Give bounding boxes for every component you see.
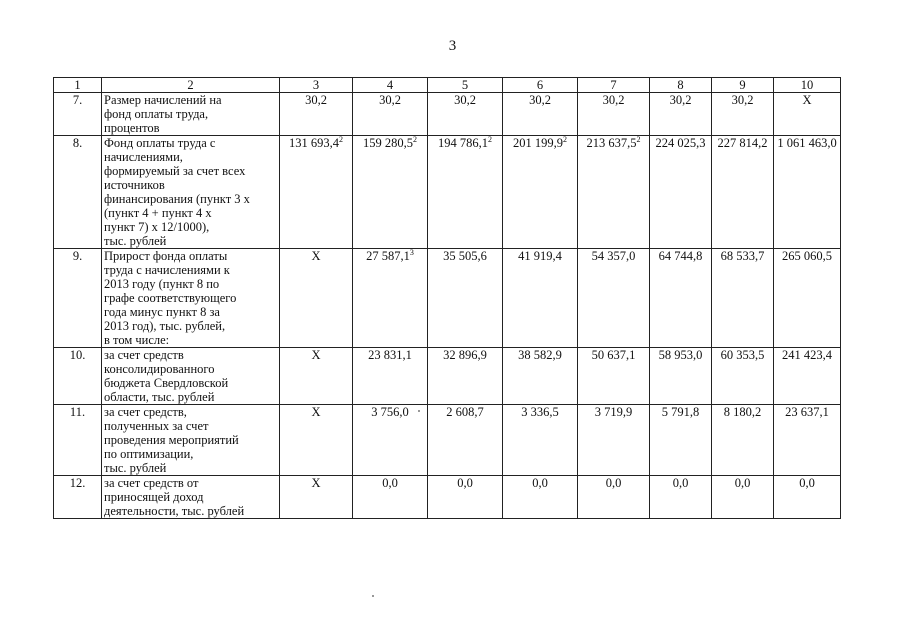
description-line: фонд оплаты труда, bbox=[104, 107, 209, 121]
value-cell bbox=[712, 405, 774, 476]
table-row bbox=[54, 405, 841, 476]
row-number-cell: 11. bbox=[54, 405, 102, 476]
value-cell bbox=[578, 249, 650, 348]
row-description-cell bbox=[102, 136, 280, 249]
value-cell bbox=[774, 249, 841, 348]
value-text: Х bbox=[311, 348, 321, 362]
value-cell bbox=[578, 405, 650, 476]
table-row bbox=[54, 249, 841, 348]
footnote-marker: 2 bbox=[413, 134, 417, 144]
description-line: пункт 7) х 12/1000), bbox=[104, 220, 210, 234]
description-line: приносящей доход bbox=[104, 490, 204, 504]
description-line: консолидированного bbox=[104, 362, 215, 376]
value-cell bbox=[503, 136, 578, 249]
row-number-cell: 9. bbox=[54, 249, 102, 348]
value-text: 213 637,5 bbox=[586, 136, 637, 150]
value-text: Х bbox=[311, 476, 321, 490]
value-text: 224 025,3 bbox=[655, 136, 706, 150]
value-text: 241 423,4 bbox=[782, 348, 832, 362]
value-cell bbox=[650, 249, 712, 348]
value-text: Х bbox=[311, 249, 321, 263]
value-cell bbox=[353, 405, 428, 476]
value-cell bbox=[280, 136, 353, 249]
header-cell: 2 bbox=[102, 78, 280, 93]
header-cell: 5 bbox=[428, 78, 503, 93]
row-description-cell bbox=[102, 249, 280, 348]
value-cell bbox=[503, 348, 578, 405]
description-line: (пункт 4 + пункт 4 х bbox=[104, 206, 212, 220]
value-text: 3 719,9 bbox=[594, 405, 633, 419]
footnote-marker: 3 bbox=[409, 247, 414, 257]
header-cell: 3 bbox=[280, 78, 353, 93]
value-text: Х bbox=[802, 93, 812, 107]
value-cell bbox=[578, 348, 650, 405]
value-text: 41 919,4 bbox=[518, 249, 562, 263]
table-row bbox=[54, 348, 841, 405]
budget-table bbox=[53, 77, 841, 519]
scan-speck bbox=[418, 410, 420, 412]
value-cell bbox=[353, 476, 428, 519]
value-cell bbox=[428, 405, 503, 476]
value-text: 0,0 bbox=[382, 476, 398, 490]
value-cell bbox=[280, 348, 353, 405]
header-cell: 8 bbox=[650, 78, 712, 93]
value-text: 0,0 bbox=[672, 476, 689, 490]
value-cell bbox=[503, 476, 578, 519]
value-text: 30,2 bbox=[731, 93, 754, 107]
value-text: 265 060,5 bbox=[782, 249, 832, 263]
row-number-cell: 10. bbox=[54, 348, 102, 405]
value-text: 5 791,8 bbox=[661, 405, 700, 419]
value-text: 0,0 bbox=[799, 476, 815, 490]
description-line: графе соответствующего bbox=[104, 291, 237, 305]
value-text: 27 587,1 bbox=[366, 249, 410, 263]
description-line: бюджета Свердловской bbox=[104, 376, 229, 390]
description-line: полученных за счет bbox=[104, 419, 209, 433]
value-text: 1 061 463,0 bbox=[777, 136, 837, 150]
value-cell bbox=[428, 93, 503, 136]
value-cell bbox=[712, 348, 774, 405]
value-text: 0,0 bbox=[457, 476, 473, 490]
description-line: источников bbox=[104, 178, 165, 192]
value-cell bbox=[578, 93, 650, 136]
description-line: начислениями, bbox=[104, 150, 183, 164]
value-text: 58 953,0 bbox=[658, 348, 703, 362]
value-text: Х bbox=[311, 405, 321, 419]
footnote-marker: 2 bbox=[339, 134, 343, 144]
value-cell bbox=[650, 476, 712, 519]
table-row bbox=[54, 136, 841, 249]
value-cell bbox=[650, 348, 712, 405]
value-text: 32 896,9 bbox=[443, 348, 487, 362]
value-cell bbox=[650, 136, 712, 249]
value-cell bbox=[503, 405, 578, 476]
value-cell bbox=[712, 93, 774, 136]
header-cell: 9 bbox=[712, 78, 774, 93]
table-row bbox=[54, 476, 841, 519]
value-text: 194 786,1 bbox=[438, 136, 488, 150]
value-cell bbox=[428, 348, 503, 405]
row-description-cell bbox=[102, 405, 280, 476]
value-cell bbox=[650, 93, 712, 136]
value-cell bbox=[280, 93, 353, 136]
description-line: проведения мероприятий bbox=[104, 433, 239, 447]
description-line: финансирования (пункт 3 х bbox=[104, 192, 250, 206]
value-text: 30,2 bbox=[379, 93, 401, 107]
value-cell bbox=[353, 93, 428, 136]
header-cell: 1 bbox=[54, 78, 102, 93]
value-text: 35 505,6 bbox=[443, 249, 487, 263]
value-text: 159 280,5 bbox=[363, 136, 413, 150]
value-cell bbox=[774, 93, 841, 136]
scan-speck bbox=[372, 595, 374, 597]
value-cell bbox=[428, 136, 503, 249]
description-line: года минус пункт 8 за bbox=[104, 305, 220, 319]
value-cell bbox=[712, 136, 774, 249]
description-line: области, тыс. рублей bbox=[104, 390, 215, 404]
value-cell bbox=[712, 249, 774, 348]
table-body bbox=[54, 78, 841, 519]
value-cell bbox=[578, 136, 650, 249]
value-cell bbox=[774, 476, 841, 519]
description-line: в том числе: bbox=[104, 333, 170, 347]
row-number-cell: 12. bbox=[54, 476, 102, 519]
value-text: 38 582,9 bbox=[518, 348, 562, 362]
value-text: 30,2 bbox=[454, 93, 476, 107]
description-line: 2013 году (пункт 8 по bbox=[104, 277, 220, 291]
value-text: 3 336,5 bbox=[521, 405, 559, 419]
value-cell bbox=[428, 249, 503, 348]
value-text: 8 180,2 bbox=[723, 405, 762, 419]
value-cell bbox=[280, 405, 353, 476]
value-cell bbox=[503, 249, 578, 348]
value-text: 227 814,2 bbox=[717, 136, 768, 150]
description-line: труда с начислениями к bbox=[104, 263, 230, 277]
value-text: 2 608,7 bbox=[446, 405, 484, 419]
header-cell: 7 bbox=[578, 78, 650, 93]
value-cell bbox=[774, 405, 841, 476]
value-cell bbox=[650, 405, 712, 476]
value-text: 30,2 bbox=[529, 93, 551, 107]
header-cell: 4 bbox=[353, 78, 428, 93]
description-line: Прирост фонда оплаты bbox=[104, 249, 228, 263]
value-cell bbox=[280, 249, 353, 348]
description-line: Размер начислений на bbox=[104, 93, 222, 107]
description-line: формируемый за счет всех bbox=[104, 164, 246, 178]
value-cell bbox=[353, 348, 428, 405]
description-line: за счет средств bbox=[104, 348, 184, 362]
row-number-cell: 8. bbox=[54, 136, 102, 249]
footnote-marker: 2 bbox=[488, 134, 492, 144]
description-line: по оптимизации, bbox=[104, 447, 194, 461]
value-cell bbox=[503, 93, 578, 136]
value-text: 54 357,0 bbox=[591, 249, 636, 263]
value-cell bbox=[280, 476, 353, 519]
description-line: тыс. рублей bbox=[104, 461, 167, 475]
row-description-cell bbox=[102, 476, 280, 519]
value-cell bbox=[353, 136, 428, 249]
header-cell: 6 bbox=[503, 78, 578, 93]
value-text: 60 353,5 bbox=[720, 348, 765, 362]
value-text: 0,0 bbox=[532, 476, 548, 490]
value-text: 30,2 bbox=[669, 93, 692, 107]
row-number-cell: 7. bbox=[54, 93, 102, 136]
value-text: 201 199,9 bbox=[513, 136, 563, 150]
description-line: 2013 год), тыс. рублей, bbox=[104, 319, 226, 333]
description-line: Фонд оплаты труда с bbox=[104, 136, 216, 150]
table-row bbox=[54, 93, 841, 136]
description-line: деятельности, тыс. рублей bbox=[104, 504, 245, 518]
value-text: 131 693,4 bbox=[289, 136, 339, 150]
table-header-row bbox=[54, 78, 841, 93]
value-cell bbox=[774, 136, 841, 249]
value-text: 0,0 bbox=[734, 476, 751, 490]
footnote-marker: 2 bbox=[563, 134, 567, 144]
value-cell bbox=[428, 476, 503, 519]
header-cell: 10 bbox=[774, 78, 841, 93]
value-text: 64 744,8 bbox=[658, 249, 703, 263]
value-cell bbox=[578, 476, 650, 519]
value-text: 30,2 bbox=[305, 93, 327, 107]
row-description-cell bbox=[102, 93, 280, 136]
value-text: 68 533,7 bbox=[720, 249, 765, 263]
page-number: 3 bbox=[448, 38, 457, 54]
value-text: 23 637,1 bbox=[785, 405, 829, 419]
row-description-cell bbox=[102, 348, 280, 405]
description-line: тыс. рублей bbox=[104, 234, 167, 248]
value-text: 0,0 bbox=[605, 476, 622, 490]
footnote-marker: 2 bbox=[636, 134, 641, 144]
description-line: за счет средств, bbox=[104, 405, 187, 419]
description-line: процентов bbox=[104, 121, 160, 135]
value-cell bbox=[353, 249, 428, 348]
value-text: 23 831,1 bbox=[368, 348, 412, 362]
description-line: за счет средств от bbox=[104, 476, 199, 490]
value-text: 3 756,0 bbox=[371, 405, 409, 419]
value-cell bbox=[774, 348, 841, 405]
value-cell bbox=[712, 476, 774, 519]
value-text: 50 637,1 bbox=[591, 348, 636, 362]
value-text: 30,2 bbox=[602, 93, 625, 107]
